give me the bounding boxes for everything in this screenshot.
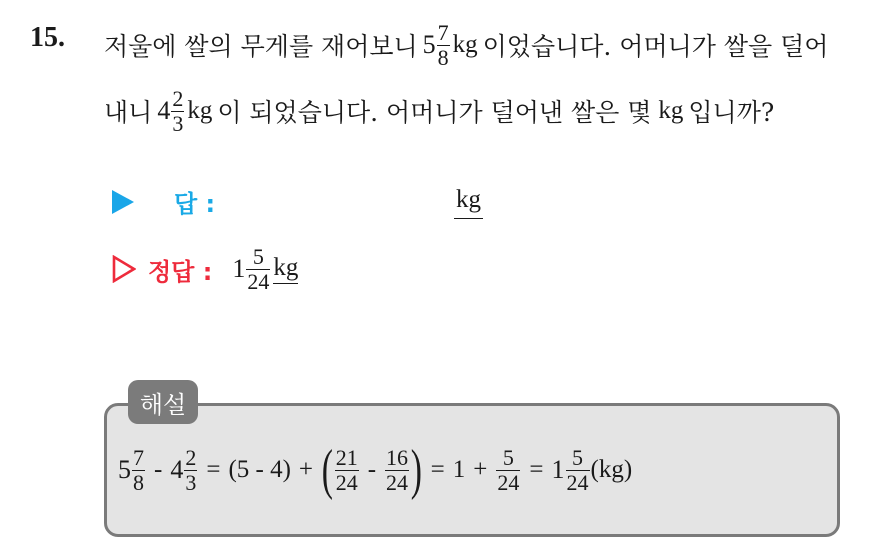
correct-answer-value: [232, 243, 299, 294]
unit-kg-question: kg: [658, 97, 684, 124]
numerator: 5: [572, 444, 583, 470]
numerator: 2: [172, 85, 184, 111]
question-text-2b: 이 되었습니다. 어머니가 덜어낸 쌀은 몇: [217, 98, 652, 127]
question-text-1b: 이었습니다. 어머니가 쌀을 덜어: [482, 32, 829, 61]
fraction: [171, 85, 184, 136]
fraction: [184, 444, 197, 495]
denominator: 3: [172, 110, 184, 136]
numerator: 5: [252, 243, 264, 269]
equals-sign: =: [206, 456, 221, 483]
unit-kg: kg: [187, 97, 213, 124]
term-2: [170, 444, 198, 495]
left-paren: (: [321, 439, 333, 501]
whole-part: 4: [170, 455, 184, 484]
one: 1: [452, 456, 466, 483]
denominator: 24: [497, 469, 520, 495]
question-text-2a: 내니: [104, 98, 153, 127]
minus-sign: -: [367, 456, 377, 483]
numerator: 5: [502, 444, 514, 470]
mixed-number-initial-weight: [422, 19, 451, 70]
question-number: 15.: [30, 22, 65, 53]
plus-sign: +: [298, 456, 314, 483]
right-paren: ): [410, 439, 422, 501]
denominator: 24: [247, 268, 270, 294]
denominator: 8: [437, 44, 449, 70]
numerator: 2: [185, 444, 197, 470]
numerator: 7: [133, 444, 144, 470]
question-line-2: [104, 78, 774, 144]
question-text-2c: 입니까?: [688, 98, 775, 127]
whole-part: 5: [118, 455, 131, 484]
whole-part: 4: [157, 96, 171, 125]
fraction: [132, 444, 145, 495]
question-line-1: [104, 12, 828, 78]
denominator: 24: [386, 469, 409, 495]
denominator: 3: [185, 469, 197, 495]
explanation-equation: [118, 437, 632, 503]
answer-row: [112, 184, 215, 219]
result-unit: (kg): [590, 456, 633, 483]
fraction-21-24: [335, 444, 359, 495]
whole-part: 1: [232, 254, 246, 283]
answer-blank[interactable]: kg: [454, 186, 483, 219]
question-text-1a: 저울에 쌀의 무게를 재어보니: [104, 32, 418, 61]
minus-sign: -: [154, 456, 163, 483]
correct-answer-label: 정답 :: [148, 257, 213, 286]
numerator: 21: [335, 444, 358, 470]
numerator: 7: [437, 19, 449, 45]
explanation-tag: 해설: [128, 380, 198, 424]
whole-part: 1: [551, 455, 565, 484]
answer-label: 답 :: [174, 190, 216, 218]
denominator: 8: [133, 469, 144, 495]
fraction-16-24: [385, 444, 409, 495]
play-triangle-icon: [112, 190, 134, 214]
equals-sign: =: [430, 456, 445, 483]
outline-triangle-icon: [112, 255, 136, 283]
denominator: 24: [566, 469, 589, 495]
mixed-number-remaining-weight: [157, 85, 185, 136]
unit-kg: kg: [452, 31, 478, 58]
correct-answer-row: [112, 236, 298, 302]
whole-part: 5: [422, 30, 436, 59]
fraction-5-24: [496, 444, 520, 495]
correct-answer-unit: kg: [273, 254, 298, 284]
denominator: 24: [335, 469, 358, 495]
fraction: [566, 444, 590, 495]
equals-sign: =: [529, 456, 544, 483]
plus-sign: +: [473, 456, 488, 483]
numerator: 16: [386, 444, 409, 470]
whole-difference: (5 - 4): [228, 456, 291, 483]
fraction: [437, 19, 450, 70]
fraction: [246, 243, 270, 294]
result: [551, 444, 633, 495]
term-1: [118, 444, 146, 495]
